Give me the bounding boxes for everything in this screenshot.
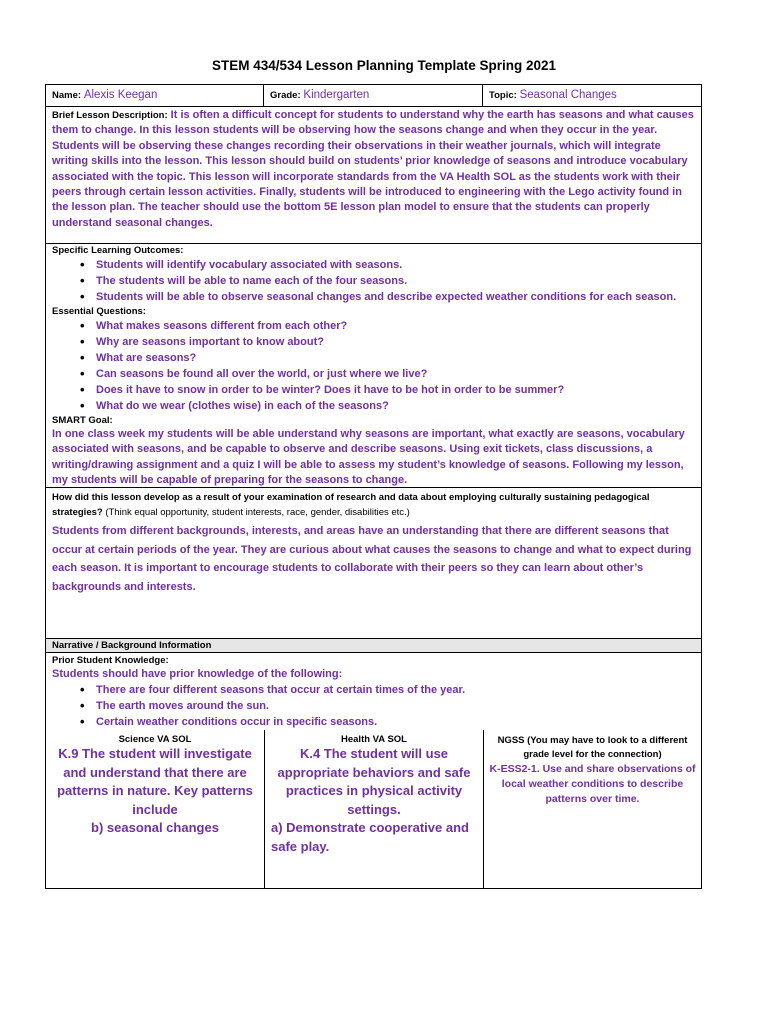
outcomes-label: Specific Learning Outcomes: — [52, 245, 184, 256]
smart-goal-text: In one class week my students will be able understand why seasons are important, what exactly are seasons, vocabulary associated with seasons, and be capable to observe and describe seasons. Using exit tickets, class discussions, a writing/drawing assignment and a quiz I will be able to assess my student’s knowledge of seasons. Following my lesson, my students will be capable of preparing for the seasons to change. — [52, 428, 685, 487]
prior-label: Prior Student Knowledge: — [52, 655, 169, 666]
prior-knowledge-item: • The earth moves around the sun. — [52, 698, 695, 714]
health-sol-text — [269, 745, 479, 819]
science-sol-line: and understand that there are — [63, 764, 247, 780]
brief-text: It is often a difficult concept for students to understand why the earth has seasons and what causes them to change. In this lesson students will be observing how the seasons change and when they occur in the year. Students will be observing these changes recording their observations in their weather journals, which will integrate writing skills into the lesson. This lesson should build on students’ prior knowledge of seasons and introduce vocabulary associated with the topic. This lesson will incorporate standards from the VA Health SOL as the students work with their peers through certain lesson activities. Finally, students will be introduced to engineering with the Lego activity found in the lesson plan. The teacher should use the bottom 5E lesson plan model to ensure that the students can properly understand seasonal changes. — [52, 109, 694, 229]
name-label: Name: — [52, 90, 82, 101]
brief-description-section — [46, 107, 701, 244]
name-cell — [46, 85, 264, 107]
prior-intro: Students should have prior knowledge of the following: — [52, 668, 343, 680]
header-row — [46, 85, 701, 107]
prior-knowledge-item: • There are four different seasons that occur at certain times of the year. — [52, 682, 695, 698]
prior-knowledge-section — [46, 653, 701, 730]
standards-section — [46, 730, 701, 888]
ngss-text: K-ESS2-1. Use and share observations of local weather conditions to describe patterns over time. — [489, 763, 696, 805]
essential-questions-list — [52, 318, 695, 414]
science-sol-line: b) seasonal changes — [91, 820, 219, 835]
narrative-label: Narrative / Background Information — [52, 640, 212, 651]
prior-knowledge-list — [52, 682, 695, 730]
essential-question-item: • Can seasons be found all over the world, or just where we live? — [52, 366, 695, 382]
health-sol-line: appropriate behaviors and safe — [277, 764, 471, 780]
health-sol-line: settings. — [347, 801, 401, 817]
health-sol-sub: a) Demonstrate cooperative and safe play. — [271, 820, 469, 854]
health-sol-line: K.4 The student will use — [299, 746, 449, 761]
topic-cell — [483, 85, 701, 107]
health-sol-title: Health VA SOL — [341, 734, 407, 745]
health-sol-line: practices in physical activity — [285, 783, 463, 798]
brief-label: Brief Lesson Description: — [52, 110, 168, 121]
topic-value: Seasonal Changes — [519, 89, 617, 101]
grade-value: Kindergarten — [303, 89, 370, 101]
grade-cell — [264, 85, 483, 107]
health-sol-column — [265, 730, 484, 888]
essential-question-item: • What do we wear (clothes wise) in each of the seasons? — [52, 398, 695, 414]
outcome-item: • The students will be able to name each of the four seasons. — [52, 273, 695, 289]
essential-question-item: • Does it have to snow in order to be winter? Does it have to be hot in order to be summer? — [52, 382, 695, 398]
research-hint: (Think equal opportunity, student interests, race, gender, disabilities etc.) — [105, 507, 410, 518]
smart-goal-label: SMART Goal: — [52, 415, 113, 426]
essential-question-item: • What are seasons? — [52, 350, 695, 366]
science-sol-line: K.9 The student will investigate — [58, 746, 252, 761]
essential-question-item: • What makes seasons different from each other? — [52, 318, 695, 334]
outcomes-list — [52, 257, 695, 305]
document-title: STEM 434/534 Lesson Planning Template Spring 2021 — [211, 58, 557, 73]
essential-questions-label: Essential Questions: — [52, 306, 146, 317]
essential-question-item: • Why are seasons important to know about? — [52, 334, 695, 350]
prior-knowledge-item: • Certain weather conditions occur in specific seasons. — [52, 714, 695, 730]
topic-label: Topic: — [489, 90, 517, 101]
research-section — [46, 488, 701, 639]
science-sol-line: include — [132, 801, 178, 817]
grade-label: Grade: — [270, 90, 301, 101]
science-sol-column — [46, 730, 265, 888]
research-label: How did this lesson develop as a result of your examination of research and data about employing culturally sustaining pedagogical strategies? — [52, 492, 650, 518]
ngss-title: NGSS (You may have to look to a different grade level for the connection) — [497, 735, 688, 760]
name-value: Alexis Keegan — [83, 89, 158, 101]
outcome-item: • Students will be able to observe seasonal changes and describe expected weather conditions for each season. — [52, 289, 695, 305]
ngss-column — [484, 730, 701, 888]
science-sol-title: Science VA SOL — [118, 734, 192, 745]
lesson-plan-table — [45, 84, 702, 889]
research-text: Students from different backgrounds, interests, and areas have an understanding that there are different seasons that occur at certain periods of the year. They are curious about what causes the seasons to change and what to expect during each season. It is important to encourage students to collaborate with their peers so they can learn about other’s backgrounds and interests. — [52, 525, 692, 593]
science-sol-line: patterns in nature. Key patterns — [57, 783, 253, 798]
science-sol-text — [50, 745, 260, 838]
outcome-item: • Students will identify vocabulary associated with seasons. — [52, 257, 695, 273]
outcomes-section — [46, 244, 701, 488]
narrative-section — [46, 639, 701, 653]
